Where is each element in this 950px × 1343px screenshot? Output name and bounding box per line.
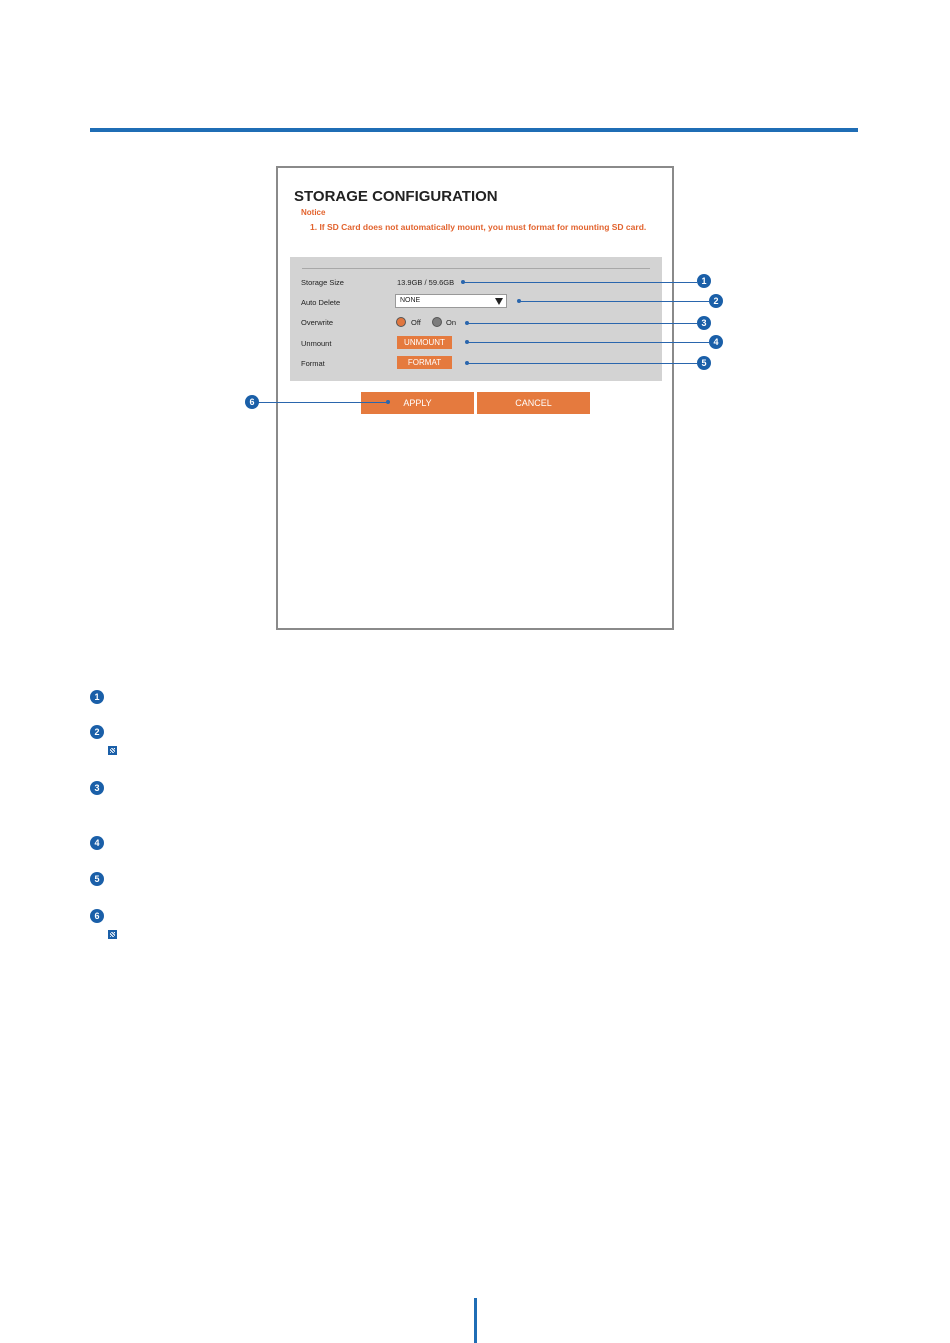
callout-dot-6 <box>386 400 390 404</box>
callout-badge-5: 5 <box>697 356 711 370</box>
storage-size-label: Storage Size <box>301 278 344 287</box>
callout-badge-3: 3 <box>697 316 711 330</box>
apply-button[interactable]: APPLY <box>361 392 474 414</box>
callout-dot-4 <box>465 340 469 344</box>
overwrite-on-radio[interactable] <box>432 317 442 327</box>
description-badge-5: 5 <box>90 872 104 886</box>
callout-dot-1 <box>461 280 465 284</box>
description-badge-3: 3 <box>90 781 104 795</box>
notice-label: Notice <box>301 208 326 217</box>
format-label: Format <box>301 359 325 368</box>
auto-delete-value: NONE <box>400 297 421 304</box>
unmount-button[interactable]: UNMOUNT <box>397 336 452 349</box>
callout-line-2 <box>519 301 709 302</box>
callout-badge-1: 1 <box>697 274 711 288</box>
description-badge-1: 1 <box>90 690 104 704</box>
overwrite-off-radio[interactable] <box>396 317 406 327</box>
panel-divider <box>302 268 650 269</box>
callout-badge-6: 6 <box>245 395 259 409</box>
auto-delete-select[interactable] <box>395 294 507 308</box>
callout-badge-4: 4 <box>709 335 723 349</box>
note-icon <box>108 746 117 755</box>
callout-line-1 <box>463 282 697 283</box>
overwrite-off-label: Off <box>411 318 421 327</box>
chevron-down-icon <box>495 298 503 305</box>
auto-delete-label: Auto Delete <box>301 298 341 307</box>
callout-line-6 <box>258 402 388 403</box>
format-button[interactable]: FORMAT <box>397 356 452 369</box>
callout-dot-3 <box>465 321 469 325</box>
callout-badge-2: 2 <box>709 294 723 308</box>
callout-line-5 <box>467 363 697 364</box>
callout-dot-5 <box>465 361 469 365</box>
header-rule <box>90 128 858 132</box>
callout-dot-2 <box>517 299 521 303</box>
page-marker <box>474 1298 477 1343</box>
storage-config-screenshot <box>276 166 674 630</box>
notice-text: 1. If SD Card does not automatically mount, you must format for mounting SD card. <box>310 222 647 232</box>
note-icon <box>108 930 117 939</box>
description-badge-6: 6 <box>90 909 104 923</box>
cancel-button[interactable]: CANCEL <box>477 392 590 414</box>
description-badge-2: 2 <box>90 725 104 739</box>
overwrite-label: Overwrite <box>301 318 334 327</box>
unmount-label: Unmount <box>301 339 332 348</box>
callout-line-4 <box>467 342 709 343</box>
description-badge-4: 4 <box>90 836 104 850</box>
storage-size-value: 13.9GB / 59.6GB <box>397 278 455 287</box>
callout-line-3 <box>467 323 697 324</box>
overwrite-on-label: On <box>446 318 457 327</box>
page-title: STORAGE CONFIGURATION <box>294 188 498 205</box>
